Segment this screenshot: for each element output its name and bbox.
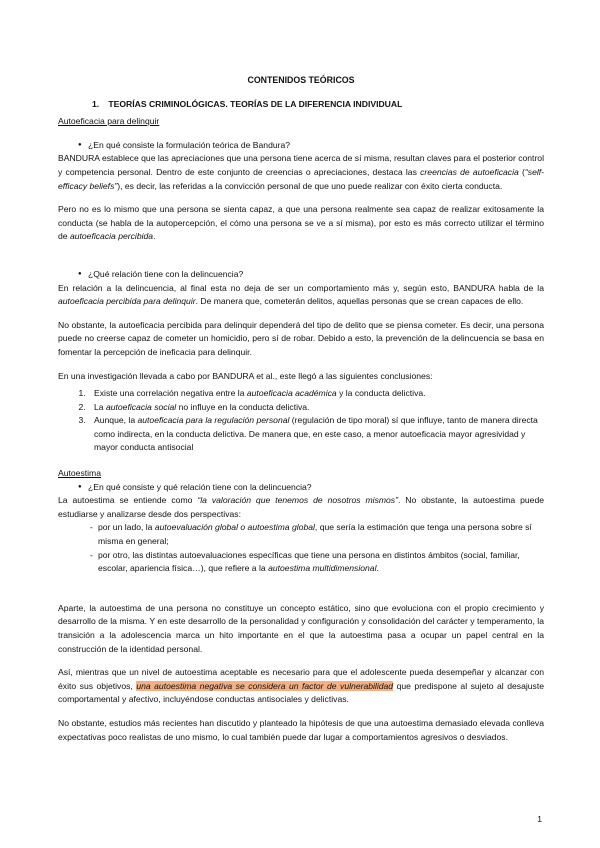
paragraph-delincuencia: En relación a la delincuencia, al final esta no deja de ser un comportamiento más y, según esto, BANDURA habla de la autoeficacia percibida para delinquir. De manera que, cometerán delitos, aquellas personas que se crean capaces de ello.: [58, 282, 544, 307]
paragraph-autoestima-elevada: No obstante, estudios más recientes han discutido y planteado la hipótesis de que una autoestima demasiado elevada conlleva expectativas poco realistas de uno mismo, lo cual también puede dar lugar a comportamientos agresivos o desviados.: [58, 717, 544, 742]
paragraph-vulnerabilidad: Así, mientras que un nivel de autoestima aceptable es necesario para que el adolescente pueda desempeñar y alcanzar con éxito sus objetivos, una autoestima negativa se considera un factor de vulnerabilidad que predispone al sujeto al desajuste comportamental y afectivo, incluyéndose conductas antisociales y delictivas.: [58, 667, 544, 705]
paragraph-autoestima-definition: La autoestima se entiende como “la valoración que tenemos de nosotros mismos”. No obstante, la autoestima puede estudiarse y analizarse desde dos perspectivas:: [58, 495, 544, 519]
conclusions-list: [58, 387, 544, 455]
list-item: - por un lado, la autoevaluación global o autoestima global, que sería la estimación que tenga una persona sobre sí misma en general;: [58, 521, 544, 548]
paragraph-investigacion: En una investigación llevada a cabo por BANDURA et al., este llegó a las siguientes conclusiones:: [58, 370, 433, 381]
paragraph-evolucion-autoestima: Aparte, la autoestima de una persona no constituye un concepto estático, sino que evoluciona con el propio crecimiento y desarrollo de la misma. Y en este desarrollo de la personalidad y configuración y consolidación del carácter y temperamento, la transición a la adolescencia marca un hito importante en el que la autoestima pasa a ocupar un papel central en la construcción de la identidad personal.: [58, 602, 544, 654]
list-item: 1. Existe una correlación negativa entre la autoeficacia académica y la conducta delictiva.: [88, 387, 544, 401]
list-item: 2. La autoeficacia social no influye en la conducta delictiva.: [88, 401, 544, 415]
subheading-autoeficacia: Autoeficacia para delinquir: [58, 116, 160, 127]
list-item: 3. Aunque, la autoeficacia para la regulación personal (regulación de tipo moral) sí que influye, tanto de manera directa como indirecta, en la conducta delictiva. De manera que, en este caso, a menor autoeficacia mayor agresividad y mayor conducta antisocial: [88, 414, 544, 455]
document-title: CONTENIDOS TEÓRICOS: [247, 75, 355, 85]
section-title: TEORÍAS CRIMINOLÓGICAS. TEORÍAS DE LA DIFERENCIA INDIVIDUAL: [108, 98, 403, 109]
question-bandura: ● ¿En qué consiste la formulación teórica de Bandura?: [58, 139, 544, 153]
page-content: [58, 74, 544, 754]
perspectives-list: [58, 521, 544, 575]
question-autoestima: ● ¿En qué consiste y qué relación tiene con la delincuencia?: [58, 481, 544, 495]
list-item: - por otro, las distintas autoevaluaciones específicas que tiene una persona en distintos ámbitos (social, familiar, escolar, apariencia física…), que refiere a la autoestima multidimensional.: [58, 549, 544, 576]
subheading-autoestima: Autoestima: [58, 468, 101, 479]
highlighted-text: una autoestima negativa se considera un factor de vulnerabilidad: [136, 680, 394, 691]
section-heading: [92, 98, 544, 112]
paragraph-autoeficacia-percibida: Pero no es lo mismo que una persona se sienta capaz, a que una persona realmente sea capaz de realizar exitosamente la conducta (se habla de la autopercepción, el cómo una persona se ve a sí misma), por esto es más correcto utilizar el término de autoeficacia percibida.: [58, 204, 544, 242]
page-number: 1: [537, 814, 542, 824]
question-relacion-delincuencia: ● ¿Qué relación tiene con la delincuencia?: [58, 268, 544, 282]
paragraph-bandura-definition: BANDURA establece que las apreciaciones que una persona tiene acerca de sí misma, resultan claves para el posterior control y competencia personal. Dentro de este conjunto de creencias o apreciaciones, destaca las creencias de autoeficacia (“self-efficacy beliefs”), es decir, las referidas a la convicción personal de que uno puede realizar con éxito cierta conducta.: [58, 153, 545, 191]
paragraph-tipo-delito: No obstante, la autoeficacia percibida para delinquir dependerá del tipo de delito que se piensa cometer. Es decir, una persona puede no creerse capaz de cometer un homicidio, pero sí de robar. Debido a esto, la prevención de la delincuencia se basa en fomentar la percepción de ineficacia para delinquir.: [58, 319, 544, 357]
section-number: 1.: [92, 98, 100, 109]
